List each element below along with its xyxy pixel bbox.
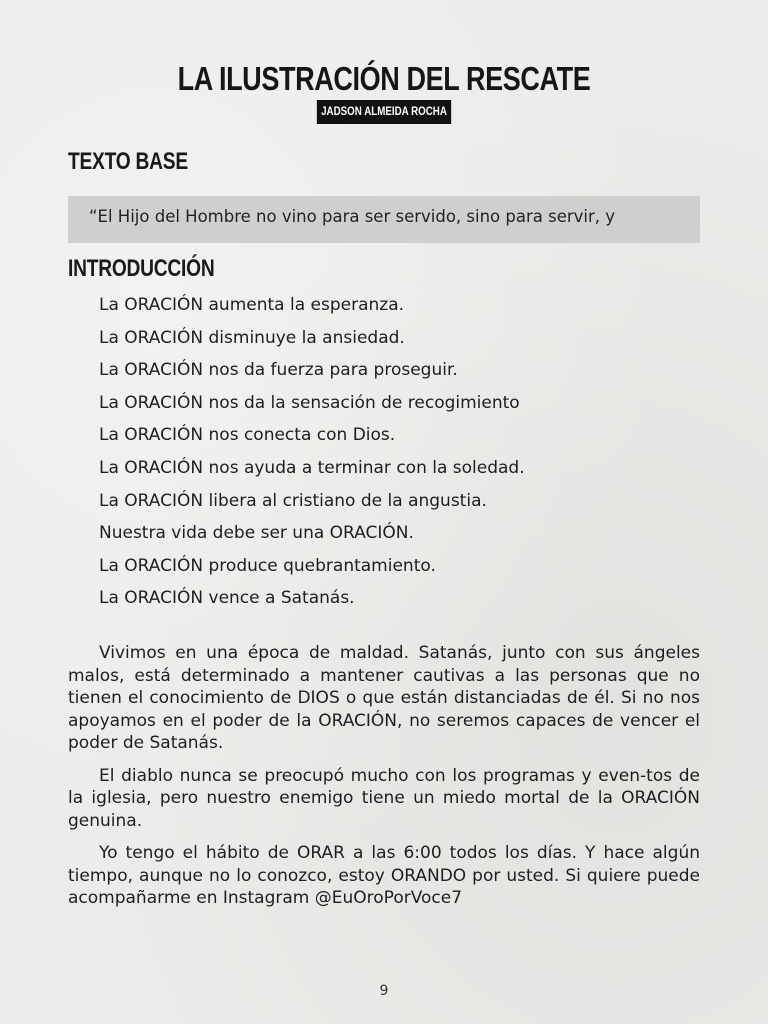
author-badge: JADSON ALMEIDA ROCHA [317, 100, 451, 124]
list-item: La ORACIÓN nos ayuda a terminar con la soledad. [99, 457, 525, 478]
list-item: La ORACIÓN libera al cristiano de la angustia. [99, 490, 487, 511]
heading-texto-base: TEXTO BASE [68, 148, 188, 175]
list-item: La ORACIÓN produce quebrantamiento. [99, 555, 436, 576]
author-row [0, 100, 768, 124]
body-text [68, 642, 700, 920]
list-item: Nuestra vida debe ser una ORACIÓN. [99, 523, 414, 544]
list-item: La ORACIÓN nos da la sensación de recogimiento [99, 392, 520, 413]
page-title: LA ILUSTRACIÓN DEL RESCATE [177, 60, 591, 97]
paragraph: El diablo nunca se preocupó mucho con los programas y even-tos de la iglesia, pero nuestro enemigo tiene un miedo mortal de la ORACIÓN genuina. [68, 765, 700, 831]
list-item: La ORACIÓN vence a Satanás. [99, 588, 355, 609]
paragraph: Yo tengo el hábito de ORAR a las 6:00 todos los días. Y hace algún tiempo, aunque no lo conozco, estoy ORANDO por usted. Si quiere puede acompañarme en Instagram @EuOroPorVoce7 [68, 843, 700, 908]
list-item: La ORACIÓN disminuye la ansiedad. [99, 327, 405, 348]
list-item: La ORACIÓN aumenta la esperanza. [99, 295, 405, 315]
list-item: La ORACIÓN nos conecta con Dios. [99, 425, 396, 446]
intro-list [99, 294, 525, 620]
list-item: La ORACIÓN nos da fuerza para proseguir. [99, 360, 458, 381]
base-text-quote: “El Hijo del Hombre no vino para ser servido, sino para servir, y [68, 196, 700, 243]
paragraph: Vivimos en una época de maldad. Satanás, junto con sus ángeles malos, está determinado a mantener cautivas a las personas que no tienen el conocimiento de DIOS o que están distanciadas de él. Si no nos apoyamos en el poder de la ORACIÓN, no seremos capaces de vencer el poder de Satanás. [68, 643, 700, 753]
page-number: 9 [379, 983, 389, 999]
heading-introduccion: INTRODUCCIÓN [68, 255, 215, 282]
